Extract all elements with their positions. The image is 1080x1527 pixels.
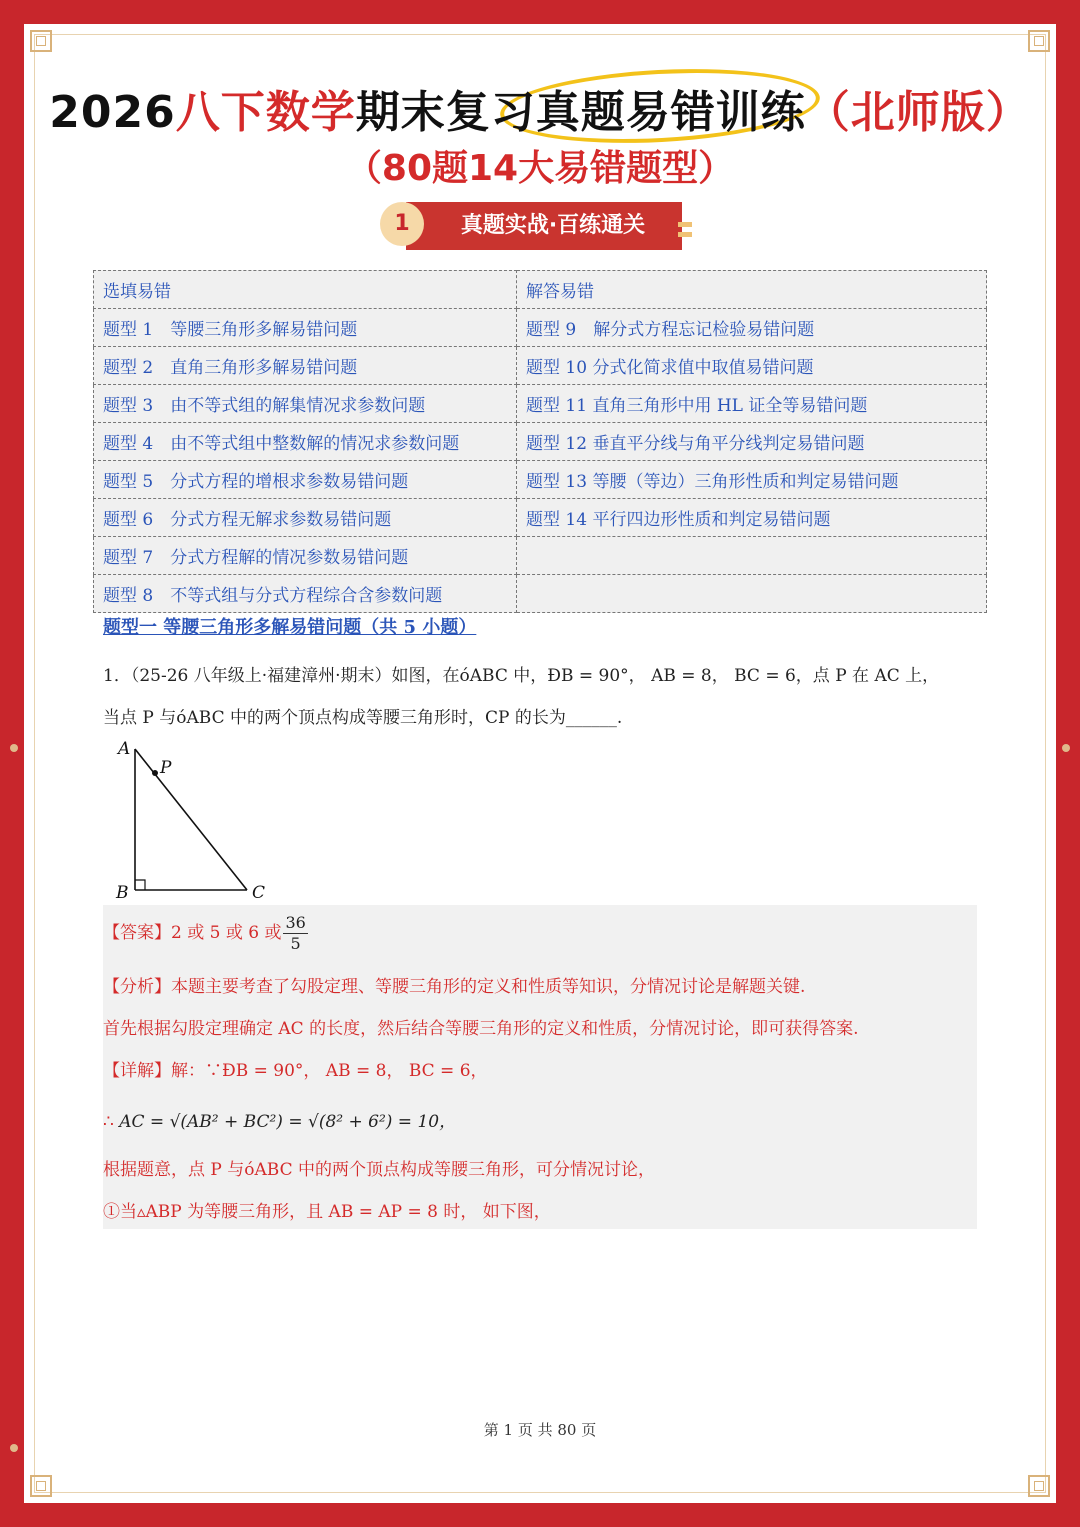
corner-ornament <box>1028 1475 1050 1497</box>
fraction-denominator: 5 <box>290 934 301 953</box>
analysis-line <box>103 972 805 997</box>
table-cell: 题型 7 分式方程解的情况参数易错问题 <box>94 537 517 575</box>
table-cell: 题型 9 解分式方程忘记检验易错问题 <box>517 309 987 347</box>
table-row <box>94 309 987 347</box>
page-title <box>0 76 1080 140</box>
detail-line <box>103 1056 488 1081</box>
table-header: 选填易错 <box>94 271 517 309</box>
detail-line: 根据题意，点 P 与óABC 中的两个顶点构成等腰三角形，可分情况讨论， <box>103 1160 655 1180</box>
table-cell: 题型 8 不等式组与分式方程综合含参数问题 <box>94 575 517 613</box>
detail-line <box>103 1107 456 1132</box>
side-ornament <box>10 1444 18 1452</box>
answer-box <box>103 905 977 1229</box>
label-b: B <box>116 883 129 903</box>
answer-fraction <box>283 913 307 954</box>
table-header: 解答易错 <box>517 271 987 309</box>
title-red-part: 八下数学 <box>175 87 356 138</box>
point-p <box>152 770 158 776</box>
detail-tag: 【详解】 <box>103 1061 171 1081</box>
corner-ornament <box>1028 30 1050 52</box>
side-ornament <box>10 744 18 752</box>
table-cell: 题型 5 分式方程的增根求参数易错问题 <box>94 461 517 499</box>
table-cell: 题型 2 直角三角形多解易错问题 <box>94 347 517 385</box>
answer-tag: 【答案】 <box>103 923 171 943</box>
triangle-figure <box>110 735 280 905</box>
side-ornament <box>1062 744 1070 752</box>
title-year: 2026 <box>49 87 176 138</box>
answer-text: 2 或 5 或 6 或 <box>171 923 282 943</box>
table-row <box>94 385 987 423</box>
label-c: C <box>252 883 266 903</box>
table-row <box>94 537 987 575</box>
table-cell <box>517 537 987 575</box>
table-header-row <box>94 271 987 309</box>
table-row <box>94 347 987 385</box>
answer-line <box>103 913 308 954</box>
table-cell: 题型 12 垂直平分线与角平分线判定易错问题 <box>517 423 987 461</box>
corner-ornament <box>30 1475 52 1497</box>
analysis-line: 首先根据勾股定理确定 AC 的长度，然后结合等腰三角形的定义和性质，分情况讨论，即可获得答案. <box>103 1019 859 1039</box>
table-row <box>94 575 987 613</box>
question-line: 1．（25-26 八年级上·福建漳州·期末）如图，在óABC 中，ÐB = 90°， AB = 8， BC = 6，点 P 在 AC 上， <box>103 666 940 686</box>
label-a: A <box>118 739 131 759</box>
analysis-tag: 【分析】 <box>103 977 171 997</box>
detail-text: 解：∵ÐB = 90°， AB = 8， BC = 6， <box>171 1061 488 1081</box>
table-cell: 题型 11 直角三角形中用 HL 证全等易错问题 <box>517 385 987 423</box>
detail-formula: AC = √(AB² + BC²) = √(8² + 6²) = 10， <box>119 1112 457 1132</box>
side-ac <box>135 749 247 890</box>
page-subtitle: （80题14大易错题型） <box>345 148 735 189</box>
page-footer: 第 1 页 共 80 页 <box>483 1421 597 1439</box>
detail-line: ①当▵ABP 为等腰三角形，且 AB = AP = 8 时， 如下图， <box>103 1202 551 1222</box>
table-row <box>94 423 987 461</box>
analysis-text: 本题主要考查了勾股定理、等腰三角形的定义和性质等知识，分情况讨论是解题关键. <box>171 977 806 997</box>
banner-number: 1 <box>380 202 424 246</box>
fraction-numerator: 36 <box>285 913 306 932</box>
banner-tab <box>678 232 692 237</box>
title-main-part: 期末复习真题易错训练 <box>355 87 806 138</box>
question-type-table <box>93 270 987 613</box>
title-edition: （北师版） <box>805 87 1031 138</box>
table-cell: 题型 10 分式化简求值中取值易错问题 <box>517 347 987 385</box>
table-cell: 题型 14 平行四边形性质和判定易错问题 <box>517 499 987 537</box>
table-cell: 题型 3 由不等式组的解集情况求参数问题 <box>94 385 517 423</box>
label-p: P <box>160 758 172 778</box>
corner-ornament <box>30 30 52 52</box>
section-banner <box>380 200 700 252</box>
right-angle-mark <box>135 880 145 890</box>
table-cell: 题型 6 分式方程无解求参数易错问题 <box>94 499 517 537</box>
table-row <box>94 461 987 499</box>
therefore-symbol: ∴ <box>103 1112 114 1132</box>
question-line: 当点 P 与óABC 中的两个顶点构成等腰三角形时，CP 的长为______. <box>103 708 623 728</box>
section-heading: 题型一 等腰三角形多解易错问题（共 5 小题） <box>103 617 477 638</box>
banner-label: 真题实战·百练通关 <box>406 202 682 250</box>
table-cell: 题型 13 等腰（等边）三角形性质和判定易错问题 <box>517 461 987 499</box>
table-row <box>94 499 987 537</box>
table-cell <box>517 575 987 613</box>
table-cell: 题型 4 由不等式组中整数解的情况求参数问题 <box>94 423 517 461</box>
table-cell: 题型 1 等腰三角形多解易错问题 <box>94 309 517 347</box>
banner-tab <box>678 222 692 227</box>
